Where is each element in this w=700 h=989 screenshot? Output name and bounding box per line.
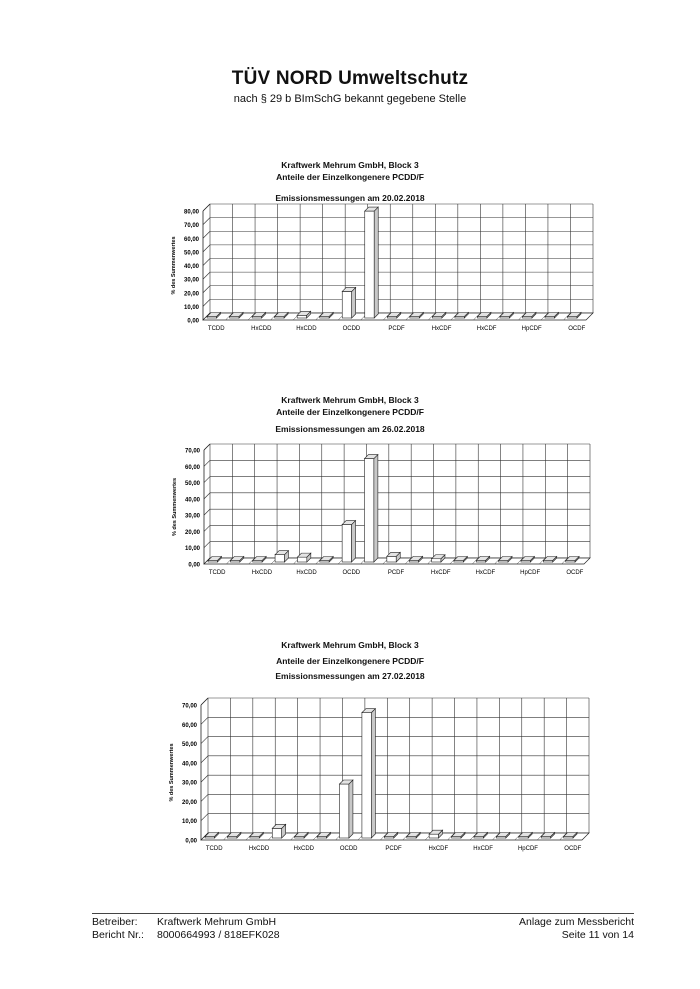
chart-3 [0, 635, 700, 865]
gridline-side [204, 525, 210, 531]
gridline-side [203, 272, 210, 279]
y-tick-label: 10,00 [181, 819, 197, 826]
y-tick-label: 50,00 [181, 742, 197, 749]
y-axis-label: % des Summenwertes [171, 236, 177, 295]
y-tick-label: 60,00 [184, 464, 200, 471]
bar [362, 709, 375, 838]
y-tick-label: 30,00 [183, 277, 199, 284]
x-tick-label: HxCDF [431, 326, 452, 332]
gridline-side [204, 477, 210, 483]
x-tick-label: TCDD [207, 326, 225, 332]
chart-2-title-line1: Kraftwerk Mehrum GmbH, Block 3 [281, 395, 419, 405]
x-tick-label: HxCDD [293, 846, 315, 852]
y-tick-label: 60,00 [183, 236, 199, 243]
bar [364, 455, 377, 562]
chart-2-title-line2: Anteile der Einzelkongenere PCDD/F [276, 407, 424, 417]
x-tick-label: OCDF [564, 846, 582, 852]
gridline-side [201, 775, 208, 782]
y-tick-label: 50,00 [184, 481, 200, 488]
gridline-side [201, 814, 208, 821]
x-tick-label: HxCDD [251, 326, 272, 332]
x-tick-label: OCDD [339, 846, 358, 852]
x-tick-label: OCDF [566, 570, 584, 576]
chart-3-title-line1: Kraftwerk Mehrum GmbH, Block 3 [281, 640, 419, 650]
annex-label: Anlage zum Messbericht [519, 916, 634, 928]
gridline-side [203, 259, 210, 266]
x-tick-label: HxCDD [296, 570, 317, 576]
x-tick-label: HxCDF [430, 570, 451, 576]
x-tick-label: PCDF [387, 570, 405, 576]
gridline-side [201, 756, 208, 763]
x-tick-label: TCDD [208, 570, 226, 576]
y-tick-label: 0,00 [188, 562, 200, 569]
y-tick-label: 30,00 [181, 780, 197, 787]
y-axis-label: % des Summenwertes [169, 743, 175, 802]
footer-rule [92, 913, 634, 914]
y-tick-label: 80,00 [183, 209, 199, 216]
y-tick-label: 60,00 [181, 722, 197, 729]
report-value: 8000664993 / 818EFK028 [157, 929, 280, 941]
y-tick-label: 0,00 [187, 318, 199, 325]
y-tick-label: 40,00 [184, 497, 200, 504]
y-tick-label: 70,00 [184, 448, 200, 455]
y-axis-label: % des Summenwertes [172, 477, 178, 537]
y-tick-label: 10,00 [183, 304, 199, 311]
y-tick-label: 20,00 [181, 799, 197, 806]
chart-1-title-line2: Anteile der Einzelkongenere PCDD/F [276, 172, 424, 182]
bar [365, 207, 378, 318]
x-tick-label: HxCDF [428, 846, 449, 852]
gridline-side [203, 218, 210, 225]
x-tick-label: OCDD [342, 326, 361, 332]
chart-1-title-line3: Emissionsmessungen am 20.02.2018 [275, 193, 425, 203]
x-tick-label: HxCDF [473, 846, 493, 852]
y-tick-label: 40,00 [181, 761, 197, 768]
gridline-side [204, 542, 210, 548]
chart-3-title-line2: Anteile der Einzelkongenere PCDD/F [276, 656, 424, 666]
x-tick-label: HpCDF [521, 326, 542, 332]
x-tick-label: PCDF [388, 326, 405, 332]
page-subtitle: nach § 29 b BImSchG bekannt gegebene Stelle [233, 93, 467, 105]
x-tick-label: HxCDF [476, 326, 497, 332]
x-tick-label: HxCDF [475, 570, 496, 576]
y-tick-label: 70,00 [183, 223, 199, 230]
gridline-side [203, 299, 210, 306]
x-tick-label: HpCDF [520, 570, 541, 576]
bar [342, 287, 355, 318]
chart-1-plot [0, 155, 700, 345]
y-tick-label: 70,00 [181, 703, 197, 710]
bar [275, 551, 288, 562]
chart-2-title-line3: Emissionsmessungen am 26.02.2018 [275, 424, 425, 434]
bar [272, 824, 285, 838]
gridline-side [201, 794, 208, 801]
x-tick-label: HpCDF [517, 846, 538, 852]
gridline-side [203, 286, 210, 293]
bar [342, 521, 355, 562]
x-tick-label: HxCDD [296, 326, 317, 332]
x-tick-label: HxCDD [251, 570, 273, 576]
gridline-side [203, 231, 210, 238]
y-tick-label: 0,00 [185, 838, 197, 845]
x-tick-label: PCDF [385, 846, 402, 852]
operator-value: Kraftwerk Mehrum GmbH [157, 916, 277, 928]
chart-3-plot [0, 635, 700, 865]
gridline-side [204, 460, 210, 466]
y-tick-label: 30,00 [184, 513, 200, 520]
gridline-side [204, 509, 210, 515]
gridline-side [203, 245, 210, 252]
left-wall-top [201, 698, 208, 705]
chart-2 [0, 390, 700, 590]
chart-1-title-line1: Kraftwerk Mehrum GmbH, Block 3 [281, 160, 419, 170]
y-tick-label: 20,00 [183, 291, 199, 298]
x-tick-label: OCDF [568, 326, 586, 332]
gridline-side [204, 493, 210, 499]
gridline-side [201, 737, 208, 744]
left-wall-top [204, 444, 210, 450]
left-wall-top [203, 204, 210, 211]
x-tick-label: OCDD [342, 570, 361, 576]
chart-2-plot [0, 390, 700, 590]
operator-label: Betreiber: [92, 916, 138, 928]
y-tick-label: 50,00 [183, 250, 199, 257]
y-tick-label: 10,00 [184, 546, 200, 553]
page-number: Seite 11 von 14 [561, 929, 634, 941]
x-tick-label: TCDD [205, 846, 223, 852]
y-tick-label: 40,00 [183, 264, 199, 270]
y-tick-label: 20,00 [184, 529, 200, 536]
chart-1 [0, 155, 700, 345]
bar [340, 780, 353, 838]
chart-3-title-line3: Emissionsmessungen am 27.02.2018 [275, 671, 425, 681]
gridline-side [201, 717, 208, 724]
x-tick-label: HxCDD [248, 846, 270, 852]
page-title: TÜV NORD Umweltschutz [231, 68, 469, 89]
report-label: Bericht Nr.: [92, 929, 144, 941]
